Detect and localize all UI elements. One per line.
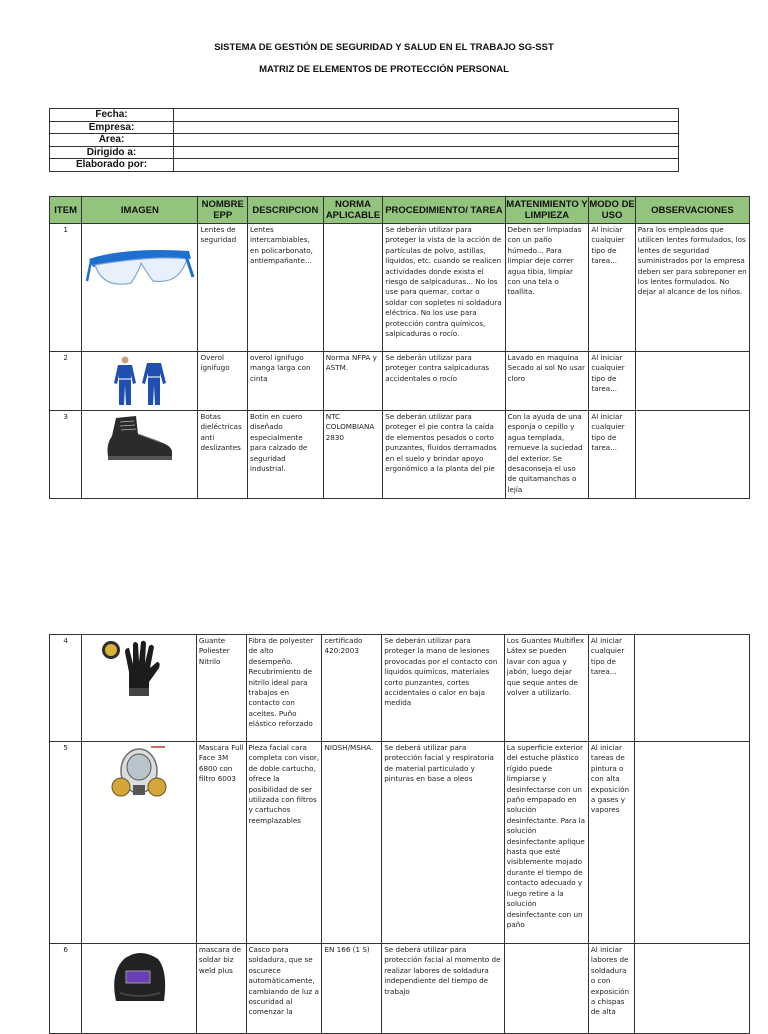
glove-icon (99, 638, 179, 700)
ppe-observations (635, 411, 749, 499)
info-label-fecha: Fecha: (50, 109, 174, 122)
safety-glasses-icon (85, 237, 195, 297)
col-header-imagen: IMAGEN (82, 197, 198, 224)
document-title: SISTEMA DE GESTIÓN DE SEGURIDAD Y SALUD EN EL TRABAJO SG-SST (214, 42, 554, 53)
ppe-name: Guante Poliester Nitrilo (196, 635, 246, 742)
ppe-observations: Para los empleados que utilicen lentes formulados, los lentes de seguridad suministrados por la empresa deben ser para sobreponer en los lentes formulados. No dejar al alcance de los niños. (635, 224, 749, 352)
ppe-image (82, 944, 196, 1034)
ppe-observations (635, 944, 750, 1034)
ppe-image (82, 352, 198, 411)
table-row (50, 944, 750, 1034)
ppe-name: Mascara Full Face 3M 6800 con filtro 6003 (196, 742, 246, 944)
item-number: 3 (50, 411, 82, 499)
ppe-description: Lentes intercambiables, en policarbonato, antiempañante... (247, 224, 323, 352)
ppe-image (82, 224, 198, 352)
ppe-name: Lentes de seguridad (198, 224, 247, 352)
ppe-name: Overol ignifugo (198, 352, 247, 411)
ppe-name: Botas dieléctricas anti deslizantes (198, 411, 247, 499)
info-label-elaborado: Elaborado por: (50, 159, 174, 172)
ppe-description: Fibra de polyester de alto desempeño. Recubrimiento de nitrilo ideal para trabajos en contacto con aceites. Puño elástico reforzado (246, 635, 322, 742)
table-row (50, 224, 750, 352)
table-row (50, 352, 750, 411)
item-number: 1 (50, 224, 82, 352)
ppe-matrix-table (49, 196, 750, 499)
ppe-procedure: Se deberá utilizar para protección facial y respiratoria de material particulado y pinturas en base a oleos (382, 742, 505, 944)
ppe-image (82, 411, 198, 499)
ppe-norm: NIOSH/MSHA. (322, 742, 382, 944)
col-header-observaciones: OBSERVACIONES (635, 197, 749, 224)
ppe-description: Botín en cuero diseñado especialmente para calzado de seguridad industrial. (247, 411, 323, 499)
ppe-usage: Al iniciar cualquier tipo de tarea... (589, 224, 635, 352)
ppe-observations (635, 352, 749, 411)
ppe-norm: certificado 420:2003 (322, 635, 382, 742)
coverall-icon (105, 355, 175, 409)
ppe-usage: Al iniciar labores de soldadura o con exposición a chispas de alta (588, 944, 635, 1034)
col-header-item: ITEM (50, 197, 82, 224)
ppe-usage: Al iniciar cualquier tipo de tarea... (589, 352, 635, 411)
ppe-procedure: Se deberá utilizar para protección facial al momento de realizar labores de soldadura independiente del tiempo de trabajo (382, 944, 505, 1034)
item-number: 5 (50, 742, 82, 944)
ppe-image (82, 742, 196, 944)
ppe-description: Casco para soldadura, que se oscurece automáticamente, cambiando de luz a oscuridad al comenzar la (246, 944, 322, 1034)
info-value-empresa[interactable] (174, 121, 679, 134)
item-number: 6 (50, 944, 82, 1034)
item-number: 2 (50, 352, 82, 411)
ppe-matrix-table-continued (49, 634, 750, 1034)
ppe-usage: Al iniciar cualquier tipo de tarea... (588, 635, 635, 742)
ppe-maintenance: Los Guantes Multiflex Látex se pueden lavar con agua y jabón, luego dejar que seque antes de volver a utilizarlo. (504, 635, 588, 742)
ppe-usage: Al iniciar tareas de pintura o con alta exposición a gases y vapores (588, 742, 635, 944)
col-header-norma: NORMA APLICABLE (323, 197, 383, 224)
ppe-procedure: Se deberán utilizar para proteger el pie contra la caída de elementos pesados o corto punzantes, fluidos derramados en el suelo y brindar apoyo ergonómico a la planta del pie (383, 411, 505, 499)
document-subtitle: MATRIZ DE ELEMENTOS DE PROTECCIÓN PERSONAL (259, 64, 509, 75)
ppe-norm: EN 166 (1 S) (322, 944, 382, 1034)
info-label-area: Área: (50, 134, 174, 147)
table-row (50, 635, 750, 742)
ppe-name: mascara de soldar biz weld plus (196, 944, 246, 1034)
col-header-procedimiento: PROCEDIMIENTO/ TAREA (383, 197, 505, 224)
info-label-empresa: Empresa: (50, 121, 174, 134)
ppe-norm: NTC COLOMBIANA 2830 (323, 411, 383, 499)
ppe-description: overol ignifugo manga larga con cinta (247, 352, 323, 411)
table-row (50, 411, 750, 499)
ppe-procedure: Se deberán utilizar para proteger la mano de lesiones provocadas por el contacto con líquidos químicos, materiales corto punzantes, cortes accidentales o calor en baja medida (382, 635, 505, 742)
info-table (49, 108, 679, 172)
info-value-area[interactable] (174, 134, 679, 147)
ppe-maintenance: Con la ayuda de una esponja o cepillo y agua templada, remueve la suciedad del exterior. Se desaconseja el uso de quitamanchas o lejía (505, 411, 589, 499)
ppe-image (82, 635, 196, 742)
ppe-procedure: Se deberán utilizar para proteger contra salpicaduras accidentales o rocío (383, 352, 505, 411)
col-header-descripcion: DESCRIPCION (247, 197, 323, 224)
ppe-maintenance: La superficie exterior del estuche plástico rígido puede limpiarse y desinfectarse con un paño empapado en solución desinfectante. Para la solución desinfectante aplique hasta que esté visiblemente mojado durante el tiempo de contacto adecuado y luego retire a la solución desinfectante con un paño (504, 742, 588, 944)
safety-boot-icon (102, 414, 178, 462)
welding-helmet-icon (104, 949, 174, 1005)
ppe-usage: Al iniciar cualquier tipo de tarea... (589, 411, 635, 499)
ppe-norm (323, 224, 383, 352)
info-value-fecha[interactable] (174, 109, 679, 122)
ppe-procedure: Se deberán utilizar para proteger la vista de la acción de partículas de polvo, astillas, líquidos, etc. cuando se realicen actividades donde exista el riesgo de salpicaduras... No los use para quemar, cortar o soldar con sopletes ni soldadura eléctrica. No los use para protección contra químicos, salpicaduras o rocío. (383, 224, 505, 352)
col-header-nombre: NOMBRE EPP (198, 197, 247, 224)
info-label-dirigido: Dirigido a: (50, 146, 174, 159)
ppe-maintenance: Deben ser limpiadas con un paño húmedo... Para limpiar deje correr agua tibia, limpiar con una tela o toallita. (505, 224, 589, 352)
ppe-maintenance (504, 944, 588, 1034)
ppe-observations (635, 742, 750, 944)
col-header-modo: MODO DE USO (589, 197, 635, 224)
ppe-maintenance: Lavado en maquina Secado al sol No usar cloro (505, 352, 589, 411)
table-row (50, 742, 750, 944)
item-number: 4 (50, 635, 82, 742)
ppe-norm: Norma NFPA y ASTM. (323, 352, 383, 411)
ppe-observations (635, 635, 750, 742)
info-value-elaborado[interactable] (174, 159, 679, 172)
ppe-description: Pieza facial cara completa con visor, de doble cartucho, ofrece la posibilidad de ser utilizada con filtros y cartuchos reemplazables (246, 742, 322, 944)
info-value-dirigido[interactable] (174, 146, 679, 159)
respirator-mask-icon (107, 745, 171, 805)
col-header-mantenimiento: MATENIMIENTO Y LIMPIEZA (505, 197, 589, 224)
